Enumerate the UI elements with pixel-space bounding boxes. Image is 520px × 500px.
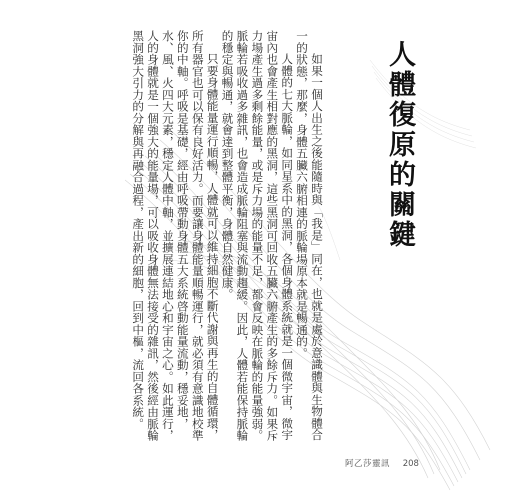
paragraph-2: 人體的七大脈輪，如同星系中的黑洞，各個身體系統就是一個微宇宙，微宇宙內也會產生相對應的黑洞，這些黑洞可回收五臟六腑產生的多餘斥力。如果斥力場產生過多剩餘能量，或是斥力場的能量不足，都會反映在脈輪的能量強弱。脈輪若吸收過多雜訊，也會造成脈輪阻塞與流動趨緩。因此，人體若能保持脈輪的穩定與暢通，就會達到整體平衡，身體自然健康。 <box>220 30 295 442</box>
page-title: 人體復原的關鍵 <box>384 40 415 250</box>
paragraph-3: 只要身體能量運行順暢，人體就可以維持細胞不斷代謝與再生的自體循環，所有器官也可以保有良好活力。而要讓身體能量順暢運行，就必須有意識地校準你的中軸。呼吸是基礎，經由呼吸帶動身體五大系統啓動能量流動，穩妥地，水、風、火四大元素，穩定人體中軸，並擴展連結地心和宇宙之心。如此運行，人的身體就是一個強大的能量場，可以吸收身體無法接受的雜訊，然後經由脈輪黑洞強大引力的分解與再融合過程，產出新的細胞，回到中樞，流回各系統。 <box>131 30 220 442</box>
book-title: 阿乙莎靈訊 <box>345 459 391 469</box>
page-footer <box>345 457 419 469</box>
body-text <box>130 30 324 450</box>
page-number: 208 <box>402 459 419 469</box>
paragraph-1: 如果一個人出生之後能隨時與「我是」同在，也就是處於意識體與生物體合一的狀態，那麼，身體五臟六腑相連的脈輪場原本就是暢通的。 <box>295 30 324 441</box>
